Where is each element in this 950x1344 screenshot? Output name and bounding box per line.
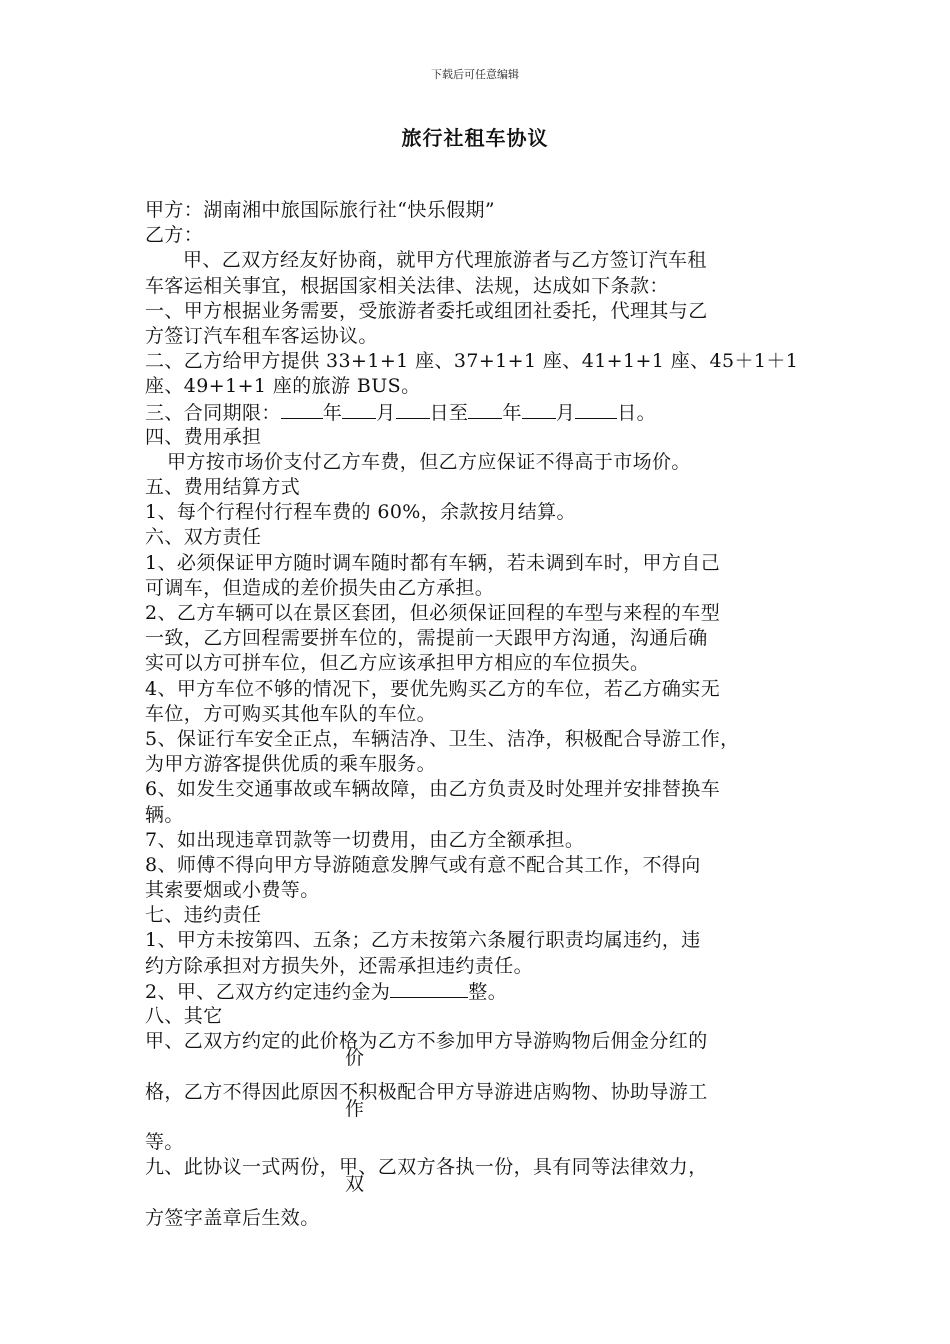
clause-9-line-2: 方签字盖章后生效。 (145, 1206, 320, 1229)
year-label-2: 年 (502, 401, 522, 424)
clause-2-line-1: 二、乙方给甲方提供 33+1+1 座、37+1+1 座、41+1+1 座、45＋1＋1 (145, 350, 799, 373)
start-day-blank[interactable] (396, 400, 430, 419)
clause-6-1-line-1: 1、必须保证甲方随时调车随时都有车辆，若未调到车时，甲方自己 (145, 551, 721, 574)
clause-9-line-1: 九、此协议一式两份，甲、乙双方各执一份，具有同等法律效力， (145, 1156, 708, 1179)
penalty-suffix: 整。 (468, 980, 508, 1003)
preamble-line-1: 甲、乙双方经友好协商，就甲方代理旅游者与乙方签订汽车租 (183, 249, 707, 272)
clause-6-6-line-2: 辆。 (145, 803, 184, 826)
day-label-2: 日。 (617, 401, 657, 424)
preamble-line-2: 车客运相关事宜，根据国家相关法律、法规，达成如下条款： (145, 274, 669, 297)
clause-8-heading: 八、其它 (145, 1005, 223, 1027)
month-label-2: 月 (555, 401, 576, 424)
clause-7-2-line (145, 979, 815, 1004)
clause-6-5-line-1: 5、保证行车安全正点，车辆洁净、卫生、洁净，积极配合导游工作， (145, 727, 740, 750)
clause-6-8-line-2: 其索要烟或小费等。 (145, 879, 320, 902)
clause-6-4-line-2: 车位，方可购买其他车队的车位。 (145, 702, 437, 725)
clause-7-1-line-1: 1、甲方未按第四、五条；乙方未按第六条履行职责均属违约，违 (145, 929, 701, 952)
clause-6-8-line-1: 8、师傅不得向甲方导游随意发脾气或有意不配合其工作，不得向 (145, 853, 701, 876)
clause-8-wrap-1 (145, 1047, 815, 1079)
clause-3-term-line (145, 400, 815, 425)
day-to-label: 日至 (429, 401, 469, 424)
wrapped-char: 价 (345, 1047, 365, 1070)
clause-6-2-line-3: 实可以方可拼车位，但乙方应该承担甲方相应的车位损失。 (145, 652, 650, 675)
clause-6-2-line-1: 2、乙方车辆可以在景区套团，但必须保证回程的车型与来程的车型 (145, 602, 721, 624)
clause-8-line-3: 等。 (145, 1130, 184, 1153)
document-title: 旅行社租车协议 (401, 126, 549, 150)
clause-8-wrap-2 (145, 1097, 815, 1130)
end-month-blank[interactable] (522, 400, 556, 419)
clause-9-wrap (145, 1173, 815, 1205)
penalty-label: 2、甲、乙双方约定违约金为 (145, 980, 391, 1003)
month-label: 月 (376, 401, 396, 424)
clause-7-1-line-2: 约方除承担对方损失外，还需承担违约责任。 (145, 954, 534, 977)
clause-5-text: 1、每个行程付行程车费的 60%，余款按月结算。 (145, 501, 576, 524)
clause-6-7-line: 7、如出现违章罚款等一切费用，由乙方全额承担。 (145, 828, 585, 851)
clause-2-line-2: 座、49+1+1 座的旅游 BUS。 (145, 375, 421, 398)
party-a-line: 甲方：湖南湘中旅国际旅行社“快乐假期” (145, 199, 496, 221)
clause-6-1-line-2: 可调车，但造成的差价损失由乙方承担。 (145, 576, 495, 599)
clause-6-6-line-1: 6、如发生交通事故或车辆故障，由乙方负责及时处理并安排替换车 (145, 778, 721, 801)
clause-4-heading: 四、费用承担 (145, 425, 262, 448)
clause-8-line-2: 格，乙方不得因此原因不积极配合甲方导游进店购物、协助导游工 (145, 1080, 708, 1103)
clause-7-heading: 七、违约责任 (145, 904, 262, 927)
clause-1-line-1: 一、甲方根据业务需要，受旅游者委托或组团社委托，代理其与乙 (145, 299, 708, 322)
clause-6-heading: 六、双方责任 (145, 526, 262, 549)
wrapped-char: 双 (345, 1173, 365, 1196)
year-label: 年 (322, 401, 343, 424)
clause-1-line-2: 方签订汽车租车客运协议。 (145, 324, 378, 347)
start-month-blank[interactable] (342, 400, 376, 419)
penalty-amount-blank[interactable] (390, 979, 468, 998)
clause-6-2-line-2: 一致，乙方回程需要拼车位的，需提前一天跟甲方沟通，沟通后确 (145, 627, 708, 650)
party-b-line: 乙方： (145, 224, 204, 247)
clause-5-heading: 五、费用结算方式 (145, 476, 301, 499)
end-year-blank[interactable] (468, 400, 502, 419)
clause-6-5-line-2: 为甲方游客提供优质的乘车服务。 (145, 753, 437, 776)
document-body (145, 198, 815, 1231)
wrapped-char: 作 (345, 1097, 365, 1120)
header-note: 下载后可任意编辑 (431, 68, 519, 81)
end-day-blank[interactable] (575, 400, 617, 419)
clause-8-line-1: 甲、乙双方约定的此价格为乙方不参加甲方导游购物后佣金分红的 (145, 1030, 708, 1053)
clause-4-text: 甲方按市场价支付乙方车费，但乙方应保证不得高于市场价。 (167, 450, 691, 473)
clause-6-4-line-1: 4、甲方车位不够的情况下，要优先购买乙方的车位，若乙方确实无 (145, 677, 721, 700)
term-label: 三、合同期限： (145, 401, 281, 424)
start-year-blank[interactable] (281, 400, 323, 419)
